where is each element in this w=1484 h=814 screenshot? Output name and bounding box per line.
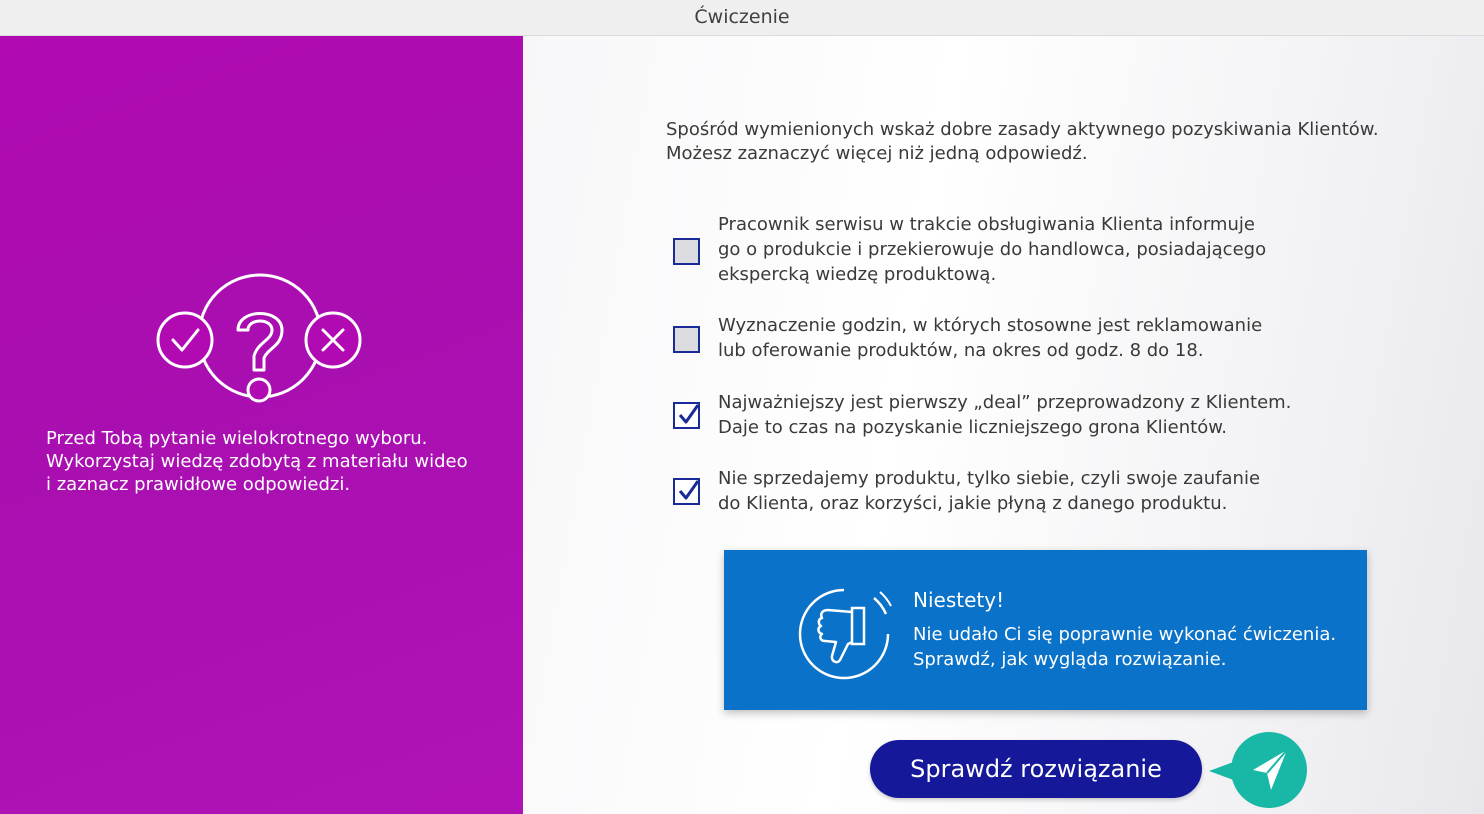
answer-line: Pracownik serwisu w trakcie obsługiwania Klienta informuje: [718, 214, 1255, 235]
answer-checkbox-1[interactable]: [673, 238, 700, 265]
question-panel: [523, 36, 1484, 814]
answer-line: Daje to czas na pozyskanie liczniejszego grona Klientów.: [718, 417, 1228, 438]
answer-line: do Klienta, oraz korzyści, jakie płyną z danego produktu.: [718, 493, 1228, 514]
answer-line: go o produkcie i przekierowuje do handlowca, posiadającego: [718, 239, 1267, 260]
answer-text-1: [718, 212, 1266, 287]
feedback-box: [724, 550, 1367, 710]
answer-text-3: [718, 390, 1291, 440]
intro-line: i zaznacz prawidłowe odpowiedzi.: [46, 474, 351, 495]
checkmark-icon: [677, 402, 701, 426]
checkmark-icon: [677, 478, 701, 502]
answer-line: ekspercką wiedzę produktową.: [718, 264, 997, 285]
feedback-line: Sprawdź, jak wygląda rozwiązanie.: [913, 649, 1227, 670]
thumbs-down-icon: [794, 584, 894, 684]
send-arrow-icon[interactable]: [1209, 730, 1309, 810]
intro-line: Przed Tobą pytanie wielokrotnego wyboru.: [46, 428, 428, 449]
answer-line: lub oferowanie produktów, na okres od godz. 8 do 18.: [718, 340, 1204, 361]
intro-line: Wykorzystaj wiedzę zdobytą z materiału wideo: [46, 451, 468, 472]
window-title: Ćwiczenie: [694, 6, 790, 28]
intro-text: [46, 427, 486, 496]
answer-line: Wyznaczenie godzin, w których stosowne jest reklamowanie: [718, 315, 1263, 336]
answer-checkbox-3[interactable]: [673, 402, 700, 429]
check-solution-button[interactable]: Sprawdź rozwiązanie: [870, 740, 1202, 798]
answer-checkbox-2[interactable]: [673, 326, 700, 353]
answer-checkbox-4[interactable]: [673, 478, 700, 505]
question-line: Możesz zaznaczyć więcej niż jedną odpowiedź.: [666, 143, 1088, 164]
answer-text-2: [718, 313, 1262, 363]
answer-text-4: [718, 466, 1260, 516]
question-text: [666, 118, 1456, 166]
question-line: Spośród wymienionych wskaż dobre zasady aktywnego pozyskiwania Klientów.: [666, 119, 1379, 140]
answer-line: Nie sprzedajemy produktu, tylko siebie, czyli swoje zaufanie: [718, 468, 1261, 489]
feedback-title: Niestety!: [913, 588, 1005, 612]
feedback-line: Nie udało Ci się poprawnie wykonać ćwiczenia.: [913, 624, 1337, 645]
feedback-message: [913, 622, 1336, 672]
window-titlebar: [0, 0, 1484, 36]
answer-line: Najważniejszy jest pierwszy „deal” przeprowadzony z Klientem.: [718, 392, 1292, 413]
multiple-choice-icon: [150, 272, 370, 447]
intro-panel: [0, 36, 523, 814]
